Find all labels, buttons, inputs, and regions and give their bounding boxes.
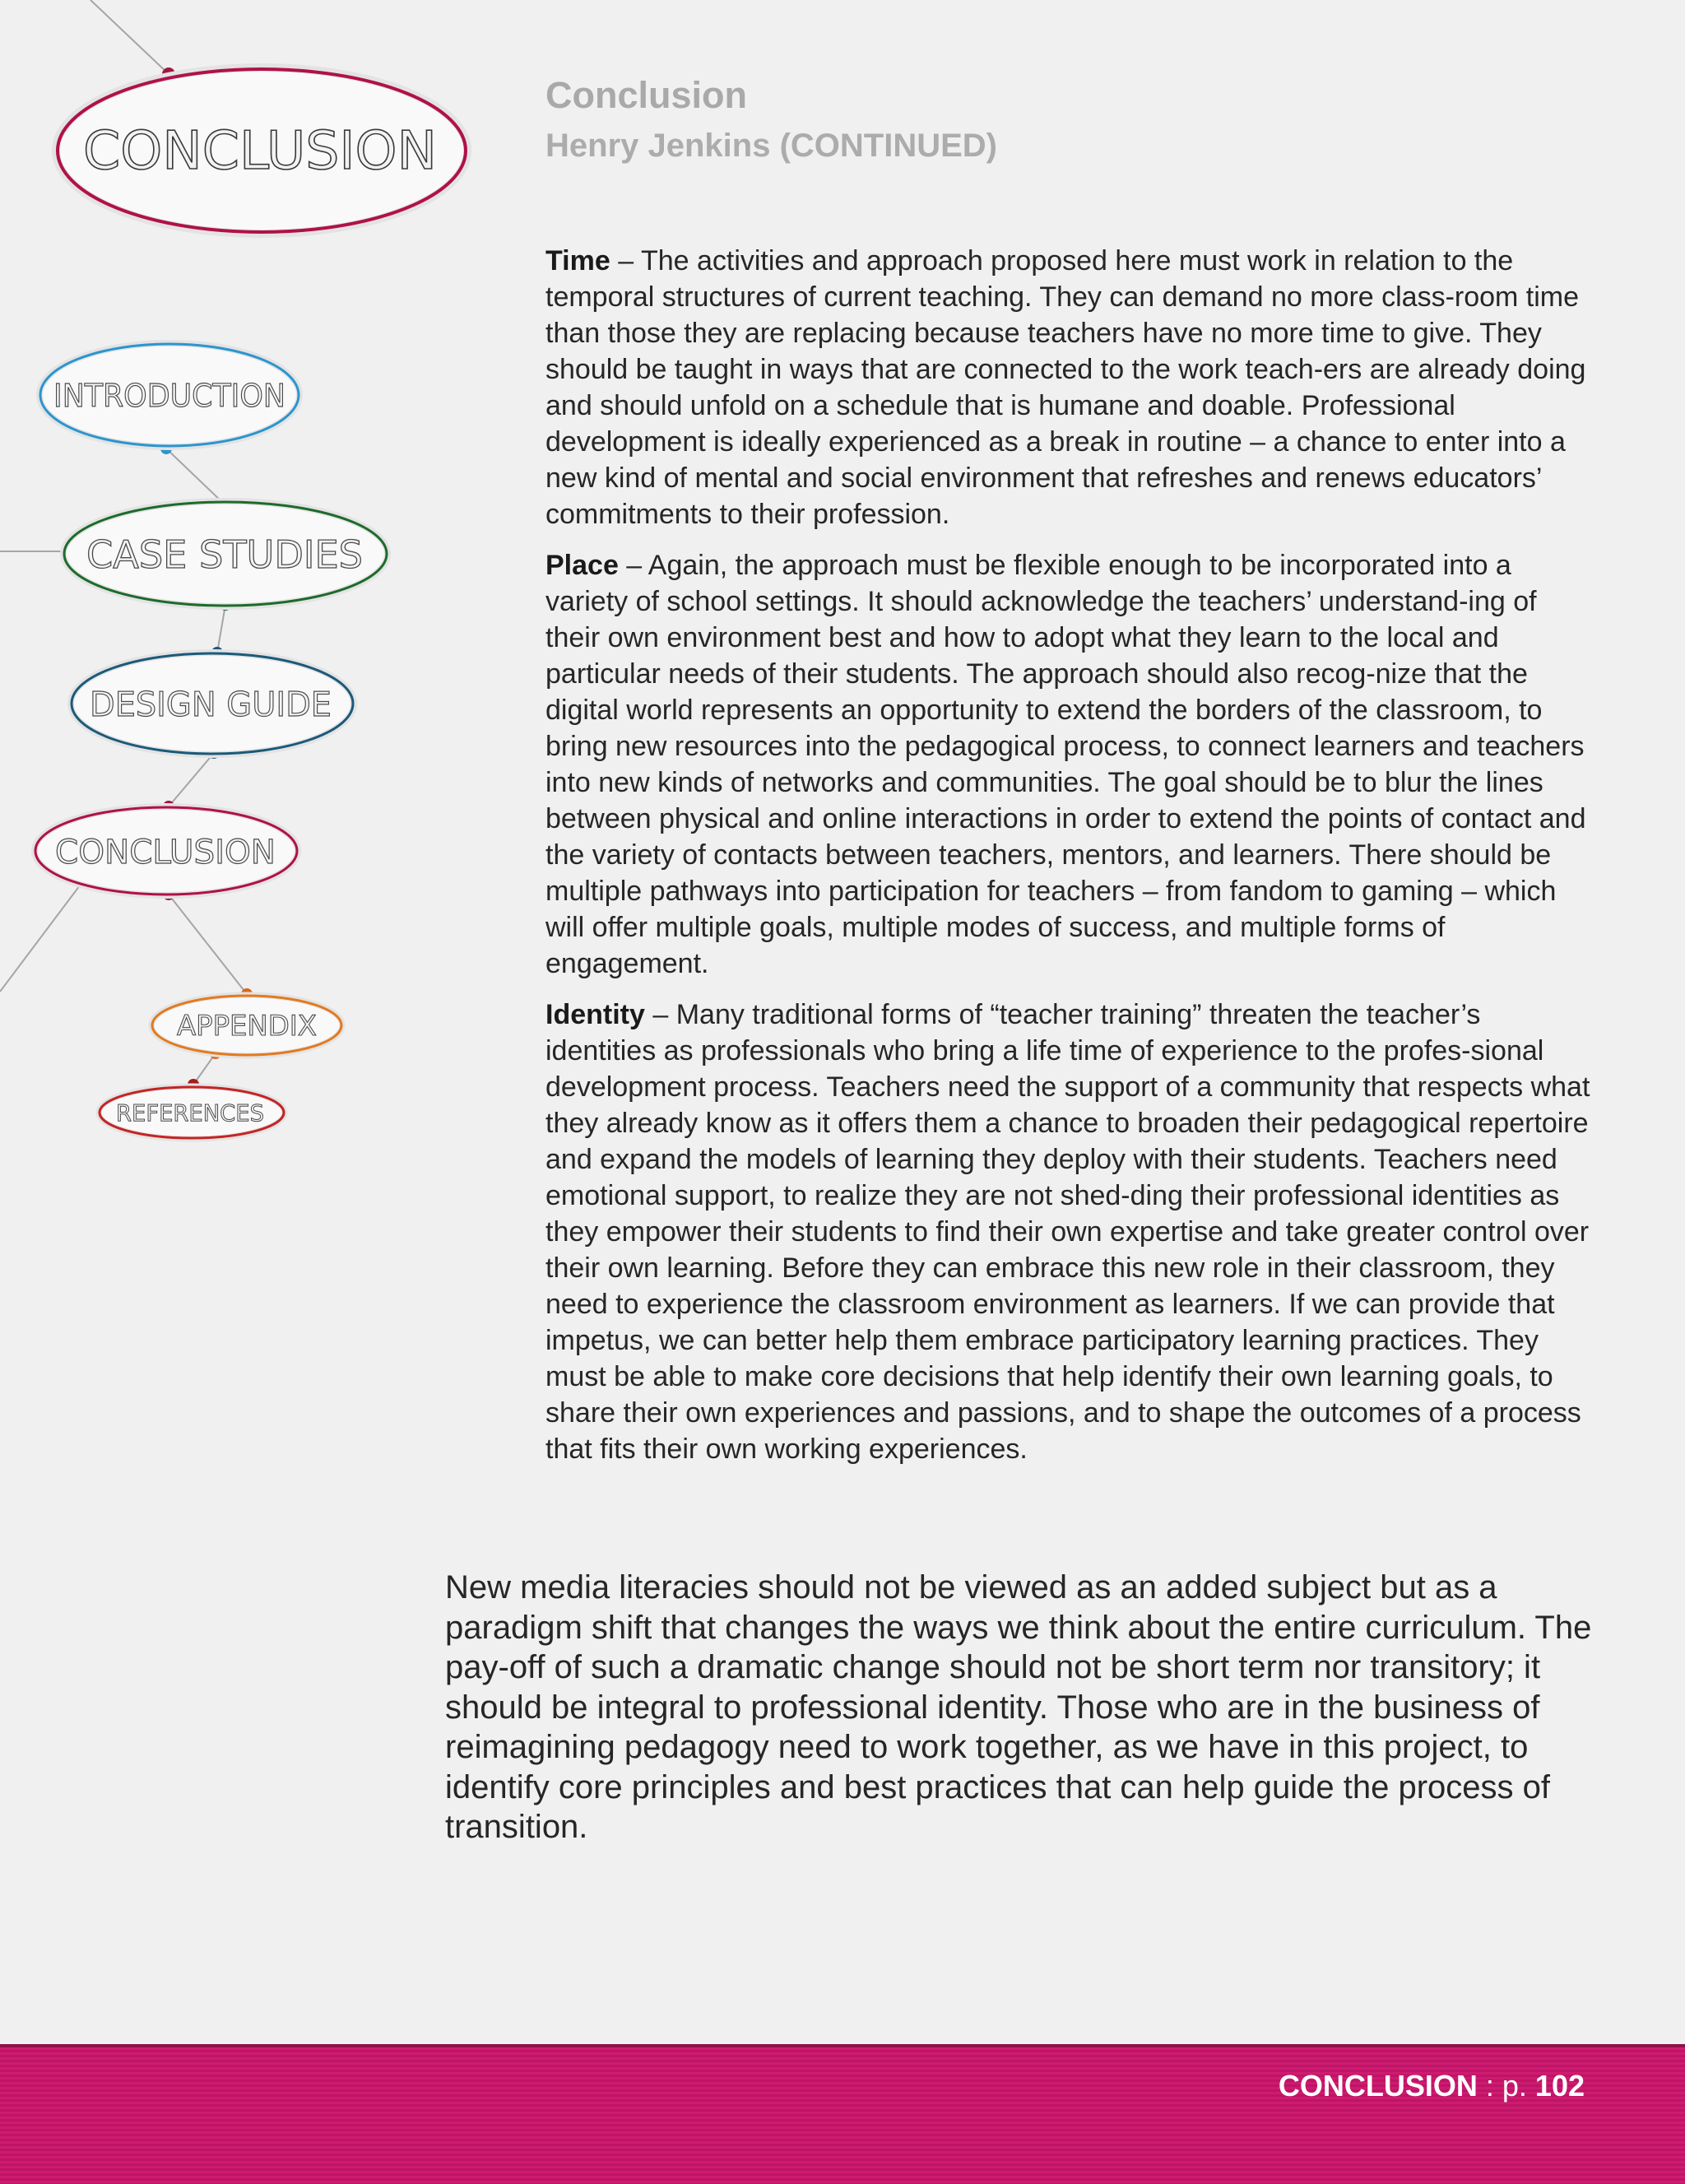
nav-item-case-studies-label: CASE STUDIES — [86, 532, 363, 577]
nav-item-introduction[interactable] — [39, 343, 299, 447]
page-footer-label — [1279, 2069, 1585, 2103]
identity-term: Identity — [545, 999, 645, 1030]
closing-paragraph: New media literacies should not be viewed as an added subject but as a paradigm shift that changes the ways we think about the entire curriculum. The pay-off of such a dramatic change should not be short term nor transitory; it should be integral to professional identity. Those who are in the business of reimagining pedagogy need to work together, as we have in this project, to identify core principles and best practices that can help guide the process of transition. — [445, 1569, 1592, 1845]
nav-item-introduction-label: INTRODUCTION — [53, 378, 285, 414]
nav-item-references[interactable] — [99, 1086, 285, 1139]
identity-text: – Many traditional forms of “teacher training” threaten the teacher’s identities as professionals who bring a life time of experience to the profes-sional development process. Teachers need the support of a community that respects what they already know as it offers them a chance to broaden their pedagogical repertoire and expand the models of learning they deploy with their students. Teachers need emotional support, to realize they are not shed-ding their professional identities as they empower their students to find their own expertise and take greater control over their own learning. Before they can embrace this new role in their classroom, they need to experience the classroom environment as learners. If we can provide that impetus, we can better help them embrace participatory learning practices. They must be able to make core decisions that help identify their own learning goals, to share their own experiences and passions, and to shape the outcomes of a process that fits their own working experiences. — [545, 999, 1590, 1465]
nav-item-design-guide-label: DESIGN GUIDE — [90, 685, 332, 724]
page-title: Conclusion — [545, 74, 747, 116]
footer-bar — [0, 2044, 1685, 2184]
time-paragraph — [545, 243, 1599, 532]
place-text: – Again, the approach must be flexible enough to be incorporated into a variety of school settings. It should acknowledge the teachers’ understand-ing of their own environment best and how to adopt what they learn to the local and particular needs of their students. The approach should also recog-nize that the digital world represents an opportunity to extend the borders of the classroom, to bring new resources into the pedagogical process, to connect learners and teachers into new kinds of networks and communities. The goal should be to blur the lines between physical and online interactions in order to extend the points of contact and the variety of contacts between teachers, mentors, and learners. There should be multiple pathways into participation for teachers – from fandom to gaming – which will offer multiple goals, multiple modes of success, and multiple forms of engagement. — [545, 550, 1586, 979]
time-term: Time — [545, 245, 610, 276]
nav-item-appendix[interactable] — [151, 995, 342, 1056]
place-paragraph — [545, 547, 1599, 982]
footer-separator: : p. — [1477, 2069, 1535, 2103]
nav-item-case-studies[interactable] — [63, 501, 388, 606]
identity-paragraph — [545, 997, 1599, 1467]
body-text — [545, 243, 1599, 1482]
current-section-badge[interactable] — [56, 67, 467, 234]
nav-item-conclusion[interactable] — [35, 806, 298, 895]
nav-item-design-guide[interactable] — [71, 653, 354, 755]
time-text: – The activities and approach proposed here must work in relation to the temporal structures of current teaching. They can demand no more class-room time than those they are replacing because teachers have no more time to give. They should be taught in ways that are connected to the work teach-ers are already doing and should unfold on a schedule that is humane and doable. Professional development is ideally experienced as a break in routine – a chance to enter into a new kind of mental and social environment that refreshes and renews educators’ commitments to their profession. — [545, 245, 1586, 530]
nav-item-conclusion-label: CONCLUSION — [55, 834, 276, 871]
nav-item-appendix-label: APPENDIX — [177, 1010, 317, 1043]
nav-item-references-label: REFERENCES — [116, 1099, 264, 1127]
footer-section: CONCLUSION — [1278, 2069, 1478, 2103]
current-section-label: CONCLUSION — [83, 121, 437, 182]
section-navigation — [0, 0, 510, 1169]
page-number: 102 — [1534, 2069, 1585, 2103]
place-term: Place — [545, 550, 619, 581]
page-subtitle: Henry Jenkins (CONTINUED) — [545, 128, 997, 164]
